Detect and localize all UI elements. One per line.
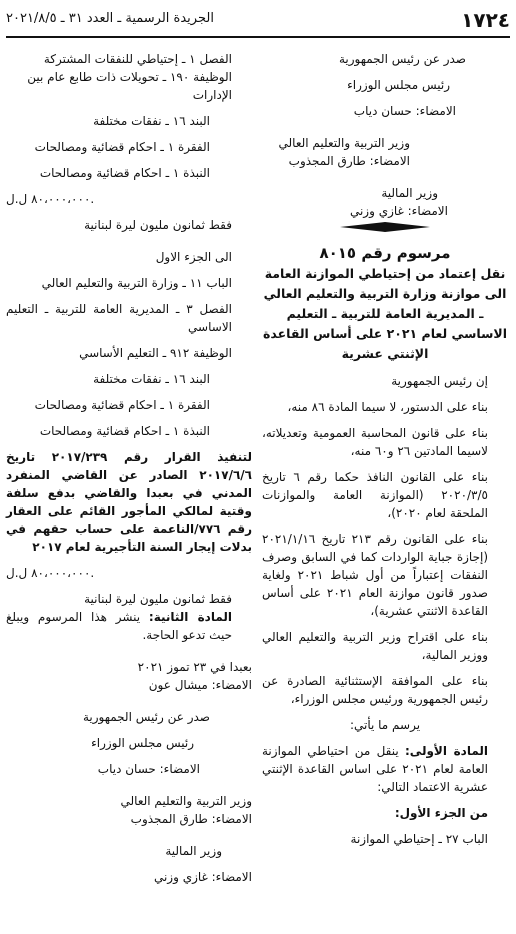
sig-edu-name: الامضاء: طارق المجذوب <box>288 154 410 168</box>
amount-1: ٨٠،٠٠٠،٠٠٠ ل.ل. <box>6 192 95 206</box>
paragraph-1b: الفقرة ١ ـ احكام قضائية ومصالحات <box>34 398 210 412</box>
header-rule <box>6 36 510 38</box>
right-column <box>262 50 508 848</box>
item-16: البند ١٦ ـ نفقات مختلفة <box>93 114 210 128</box>
section-divider <box>262 220 508 234</box>
decree-title: مرسوم رقم ٨٠١٥ <box>319 244 451 262</box>
sig-edu-title: وزير التربية والتعليم العالي <box>278 136 410 150</box>
sig-issued: صدر عن رئيس الجمهورية <box>338 52 466 66</box>
chapter-11: الباب ١١ ـ وزارة التربية والتعليم العالي <box>41 276 232 290</box>
clause-1b: النبذة ١ ـ احكام قضائية ومصالحات <box>39 424 210 438</box>
para-president: إن رئيس الجمهورية <box>391 374 488 388</box>
para-accounting-law: بناء على قانون المحاسبة العمومية وتعديلاته، لاسيما المادتين ٢٦ و٦٠ منه، <box>262 426 488 458</box>
sig2-fin-title: وزير المالية <box>165 844 222 858</box>
amount-1-words: فقط ثمانون مليون ليرة لبنانية <box>84 218 232 232</box>
chapter-1-reserve: الفصل ١ ـ إحتياطي للنفقات المشتركة <box>43 52 232 66</box>
chapter-27: الباب ٢٧ ـ إحتياطي الموازنة <box>350 832 488 846</box>
article-2-label: المادة الثانية: <box>148 610 232 624</box>
sig2-edu-title: وزير التربية والتعليم العالي <box>120 794 252 808</box>
amount-2-words: فقط ثمانون مليون ليرة لبنانية <box>84 592 232 606</box>
sig-fin-title: وزير المالية <box>381 186 438 200</box>
signing-date: بعبدا في ٢٣ تموز ٢٠٢١ <box>137 660 252 674</box>
execution-paragraph: لتنفيذ القرار رقم ٢٠١٧/٢٣٩ تاريخ ٢٠١٧/٦/٦ الصادر عن القاضي المنفرد المدني في بعبدا والقاضي بدفع سلفة وقتية لمالكي المأجور القائم على العقار رقم ٧٧٦/الناعمة على حساب حقهم في بدلات إيجار السنة التأجيرية لعام ٢٠١٧ <box>6 450 252 554</box>
amount-2: ٨٠،٠٠٠،٠٠٠ ل.ل. <box>6 566 95 580</box>
page-header <box>6 8 510 34</box>
part-1-heading: من الجزء الأول: <box>394 806 488 820</box>
president-signature: الامضاء: ميشال عون <box>148 678 252 692</box>
left-column <box>6 50 252 886</box>
article-1 <box>262 742 508 796</box>
function-912: الوظيفة ٩١٢ ـ التعليم الأساسي <box>79 346 232 360</box>
para-budget-law: بناء على القانون النافذ حكما رقم ٦ تاريخ ٢٠٢٠/٣/٥ (الموازنة العامة والموازنات الملحقة لعام ٢٠٢٠)، <box>262 470 488 520</box>
chapter-3: الفصل ٣ ـ المديرية العامة للتربية ـ التعليم الاساسي <box>6 302 233 334</box>
sig2-fin-name: الامضاء: غازي وزني <box>153 870 252 884</box>
function-190: الوظيفة ١٩٠ ـ تحويلات ذات طابع عام بين الإدارات <box>27 70 232 102</box>
paragraph-1: الفقرة ١ ـ احكام قضائية ومصالحات <box>34 140 210 154</box>
article-2 <box>6 608 252 644</box>
para-law-213: بناء على القانون رقم ٢١٣ تاريخ ٢٠٢١/١/١٦ (إجازة جباية الواردات كما في السابق وصرف النفقات إعتباراً من أول شباط ٢٠٢١ ولغاية صدور قانون موازنة العام ٢٠٢١ على أساس القاعدة الاثنتي عشرية)، <box>262 532 489 618</box>
sig2-pm-title: رئيس مجلس الوزراء <box>91 736 194 750</box>
to-part-1: الى الجزء الاول <box>155 250 232 264</box>
sig-pm-title: رئيس مجلس الوزراء <box>347 78 450 92</box>
article-1-label: المادة الأولى: <box>405 744 488 758</box>
sig2-pm-name: الامضاء: حسان دياب <box>97 762 200 776</box>
article-1-text: ينقل من احتياطي الموازنة العامة لعام ٢٠٢١ على اساس القاعدة الإثنتي عشرية الاعتماد التالي: <box>262 744 488 794</box>
clause-1: النبذة ١ ـ احكام قضائية ومصالحات <box>39 166 210 180</box>
para-approval: بناء على الموافقة الإستثنائية الصادرة عن رئيس الجمهورية ورئيس مجلس الوزراء، <box>262 674 488 706</box>
sig-fin-name: الامضاء: غازي وزني <box>349 204 448 218</box>
page-number: ١٧٢٤ <box>461 8 510 32</box>
journal-title: الجريدة الرسمية ـ العدد ٣١ ـ ٢٠٢١/٨/٥ <box>6 11 214 26</box>
para-decrees: يرسم ما يأتي: <box>349 718 421 732</box>
sig2-edu-name: الامضاء: طارق المجذوب <box>130 812 252 826</box>
sig-pm-name: الامضاء: حسان دياب <box>353 104 456 118</box>
para-constitution: بناء على الدستور، لا سيما المادة ٨٦ منه، <box>287 400 488 414</box>
decree-subtitle: نقل إعتماد من إحتياطي الموازنة العامة الى موازنة وزارة التربية والتعليم العالي ـ المديرية العامة للتربية ـ التعليم الاساسي لعام ٢٠٢١ على أساس القاعدة الإثنتي عشرية <box>262 266 508 361</box>
para-proposal: بناء على اقتراح وزير التربية والتعليم العالي ووزير المالية، <box>262 630 488 662</box>
item-16b: البند ١٦ ـ نفقات مختلفة <box>93 372 210 386</box>
article-2-text: ينشر هذا المرسوم ويبلغ حيث تدعو الحاجة. <box>6 610 232 642</box>
sig2-issued: صدر عن رئيس الجمهورية <box>82 710 210 724</box>
